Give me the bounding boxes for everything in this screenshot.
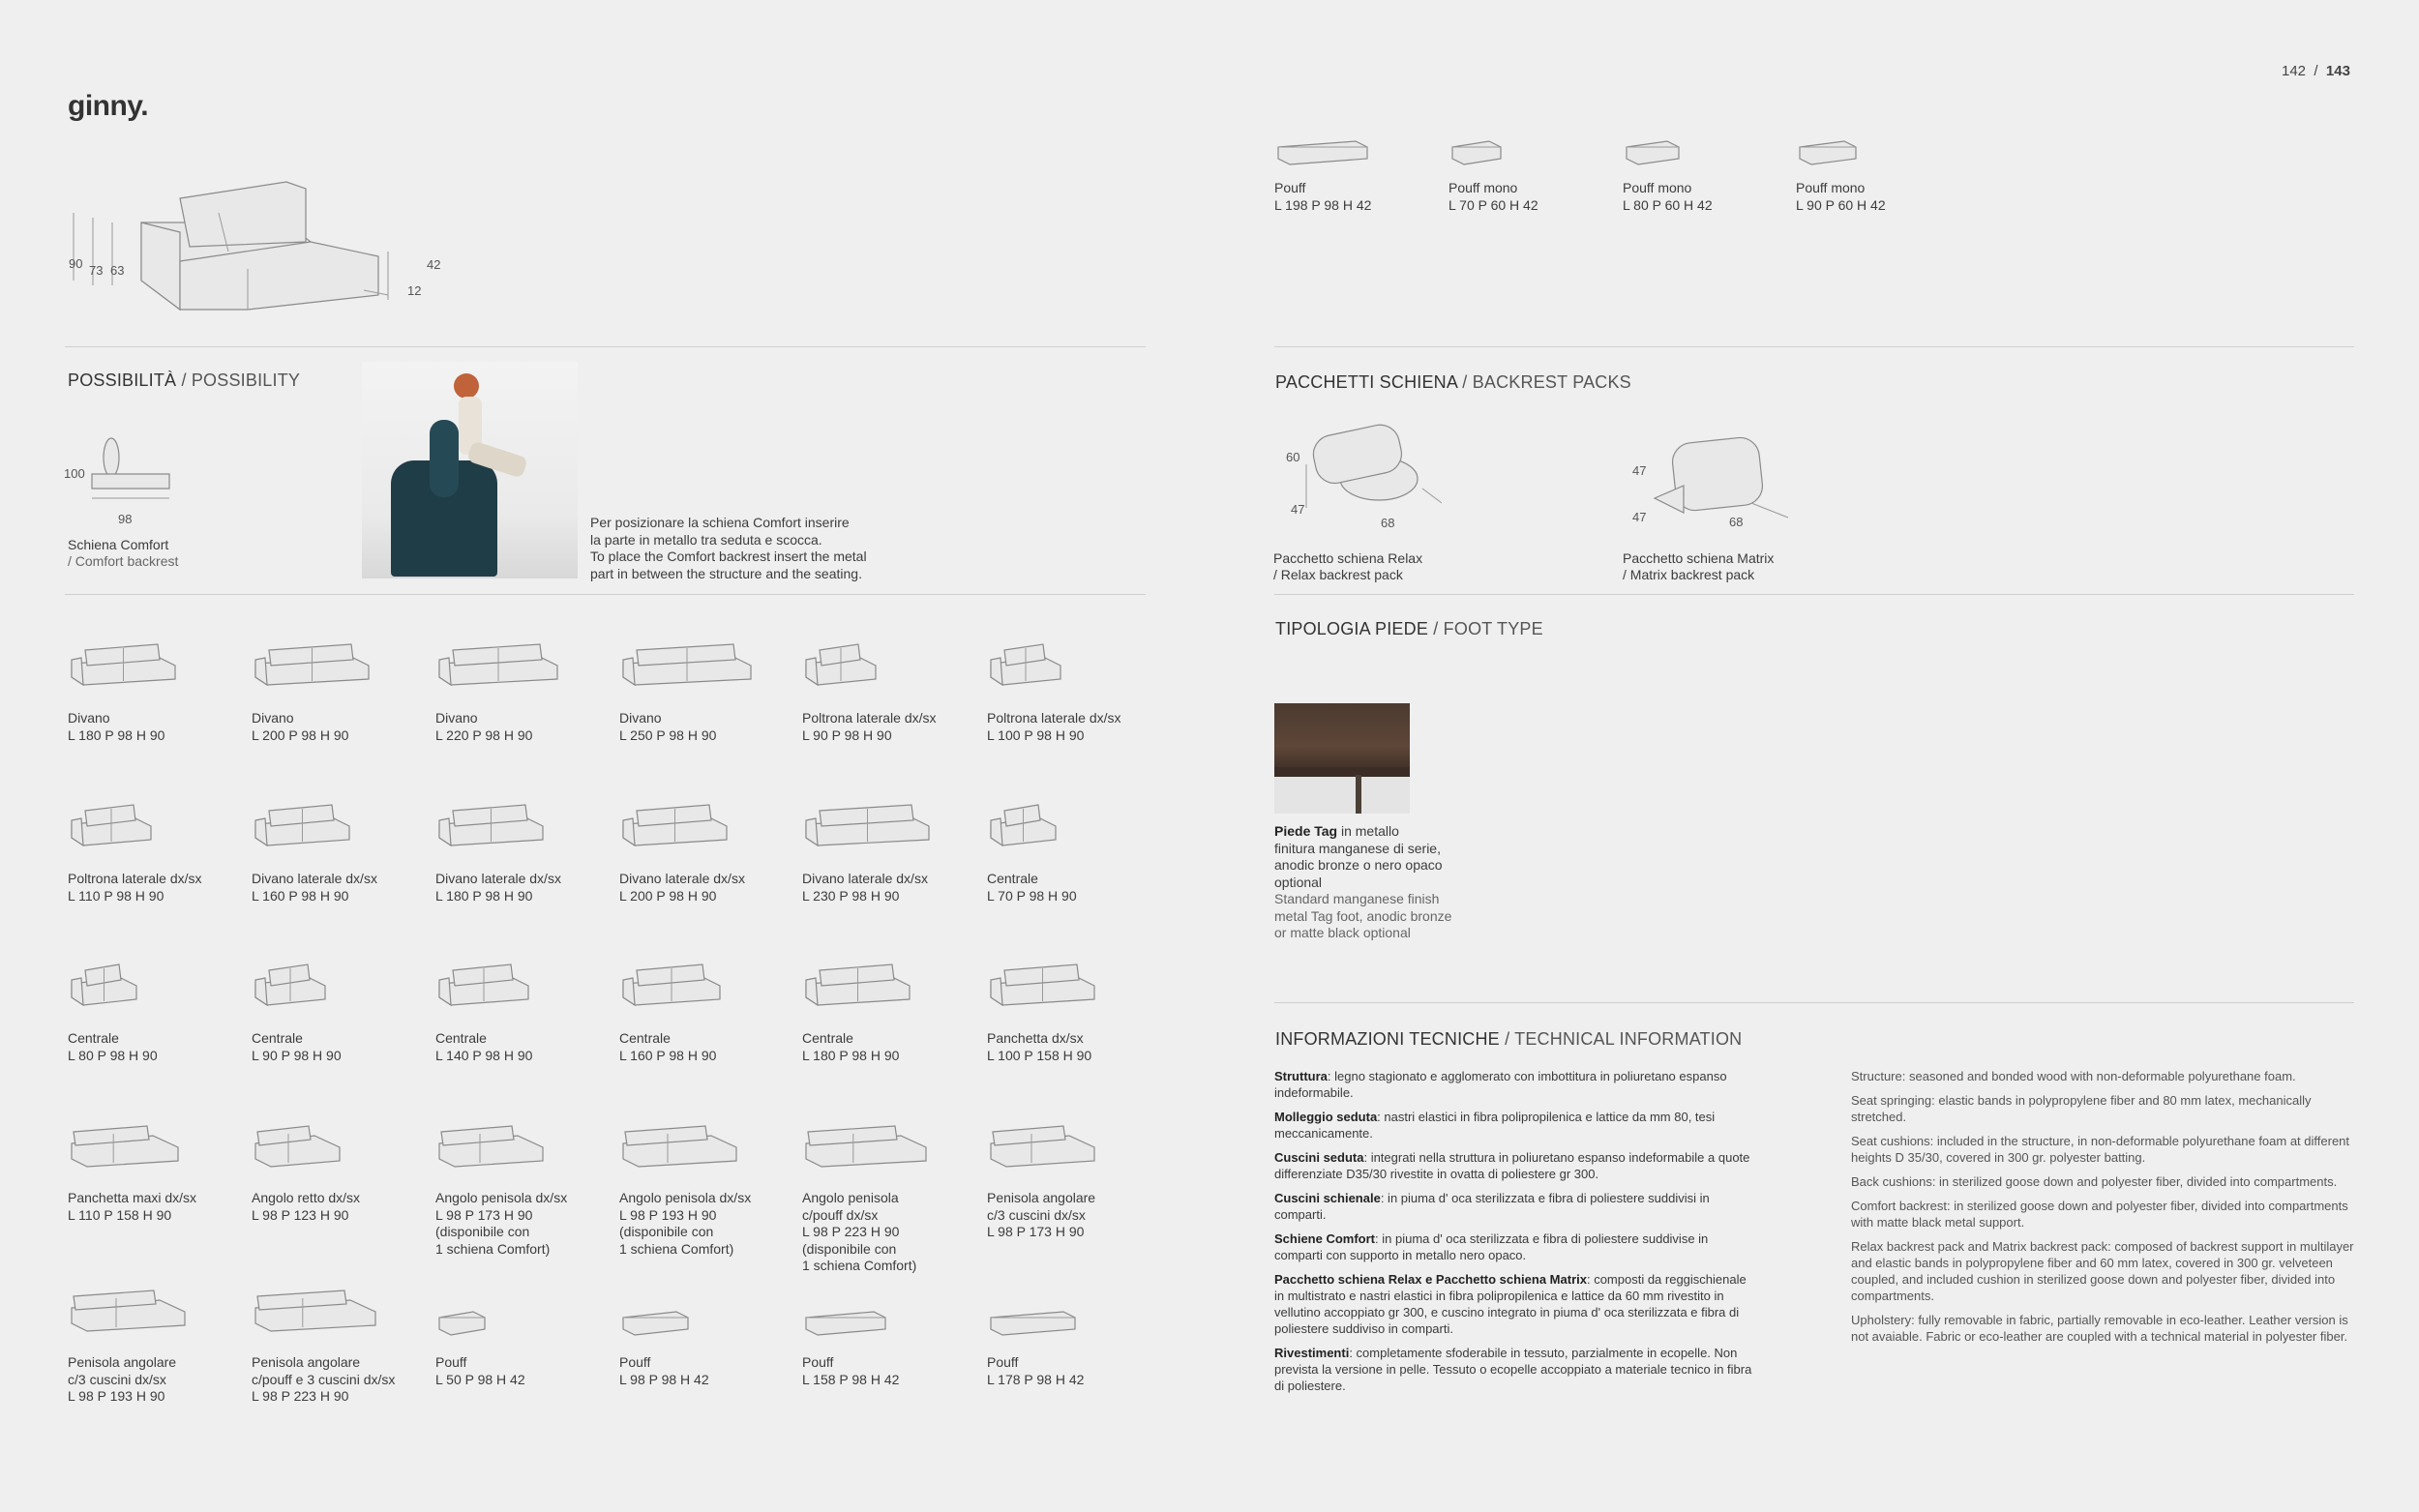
module-detail: L 180 P 98 H 90 — [802, 1047, 900, 1063]
module-name: Pouff — [802, 1354, 834, 1370]
possibility-label: Schiena Comfort / Comfort backrest — [68, 537, 179, 569]
module-drawing — [68, 1287, 189, 1340]
divider-right-1 — [1274, 346, 2354, 347]
module-drawing — [252, 963, 329, 1016]
module-label — [68, 871, 202, 904]
module-detail: L 98 P 193 H 90 — [68, 1388, 165, 1404]
matrix-dim-w: 68 — [1729, 515, 1744, 529]
module-name: Centrale — [435, 1030, 487, 1046]
module-detail: L 180 P 98 H 90 — [68, 726, 165, 743]
module-detail: 1 schiena Comfort) — [802, 1258, 917, 1273]
module-name: Divano — [68, 710, 110, 726]
pouf-drawing — [1274, 126, 1371, 179]
module-label — [802, 1354, 899, 1388]
module-label — [987, 1190, 1095, 1241]
module-name: Divano — [435, 710, 478, 726]
tech-info-english — [1851, 1068, 2354, 1352]
relax-dim-h: 60 — [1286, 450, 1300, 464]
module-drawing — [252, 1122, 343, 1175]
divider-left-1 — [65, 346, 1146, 347]
hero-dim-42: 42 — [427, 257, 441, 272]
tech-paragraph-en: Seat cushions: included in the structure, in non-deformable polyurethane foam at different heights D 35/30, covered in 300 gr. polyester batting. — [1851, 1134, 2350, 1165]
tech-paragraph-it: Pacchetto schiena Relax e Pacchetto schiena Matrix: composti da reggischienale in multistrato e nastri elastici in fibra polipropilenica e lattice da 60 mm rivestito in vellutino accoppiato gr 300, e cuscino integrato in piuma d' oca sterilizzata e fibra di poliestere suddiviso in comparti. — [1274, 1272, 1747, 1336]
module-drawing — [987, 1122, 1098, 1175]
module-name: Angolo retto dx/sx — [252, 1190, 361, 1205]
tech-paragraph-en: Structure: seasoned and bonded wood with non-deformable polyurethane foam. — [1851, 1069, 2296, 1083]
module-detail: L 110 P 98 H 90 — [68, 887, 164, 904]
pouf-drawing — [1448, 126, 1505, 179]
module-drawing — [252, 1287, 379, 1340]
foot-description: Piede Tag in metallo finitura manganese di serie, anodic bronze o nero opaco optional Standard manganese finish metal Tag foot, anodic bronze or matte black optional — [1274, 823, 1452, 940]
module-label — [252, 1354, 395, 1406]
module-detail: (disponibile con — [619, 1224, 714, 1239]
module-name: Panchetta maxi dx/sx — [68, 1190, 197, 1205]
hero-dim-73: 73 — [89, 263, 104, 278]
module-drawing — [435, 1296, 489, 1349]
module-drawing — [619, 803, 731, 856]
module-label — [802, 710, 937, 744]
module-drawing — [987, 803, 1060, 856]
module-label — [987, 1030, 1091, 1064]
tech-paragraph-it: Struttura: legno stagionato e agglomerato con imbottitura in poliuretano espanso indeformabile. — [1274, 1069, 1727, 1100]
module-drawing — [802, 963, 913, 1016]
matrix-label: Pacchetto schiena Matrix / Matrix backrest pack — [1623, 550, 1775, 582]
module-detail: L 90 P 98 H 90 — [252, 1047, 342, 1063]
module-name: Penisola angolare — [987, 1190, 1096, 1205]
module-detail: L 98 P 173 H 90 — [987, 1224, 1085, 1239]
module-label — [987, 871, 1077, 904]
module-drawing — [252, 803, 353, 856]
module-detail: L 90 P 98 H 90 — [802, 726, 892, 743]
module-drawing — [435, 642, 561, 696]
module-name: Pouff — [619, 1354, 651, 1370]
module-name: Angolo penisola — [802, 1190, 899, 1205]
module-detail: (disponibile con — [435, 1224, 530, 1239]
pouf-label — [1796, 180, 1886, 214]
tech-paragraph-en: Seat springing: elastic bands in polypropylene fiber and 80 mm latex, mechanically stretched. — [1851, 1093, 2312, 1124]
hero-dim-12: 12 — [407, 283, 422, 298]
module-drawing — [435, 1122, 547, 1175]
module-name: Angolo penisola dx/sx — [435, 1190, 568, 1205]
module-name: Centrale — [987, 871, 1038, 886]
module-drawing — [435, 803, 547, 856]
module-detail: L 110 P 158 H 90 — [68, 1206, 172, 1223]
module-label — [68, 710, 164, 744]
pouf-drawing — [1623, 126, 1683, 179]
module-label — [68, 1030, 158, 1064]
module-detail: L 140 P 98 H 90 — [435, 1047, 533, 1063]
module-name: Panchetta dx/sx — [987, 1030, 1084, 1046]
tech-title: INFORMAZIONI TECNICHE / TECHNICAL INFORMATION — [1275, 1029, 1743, 1049]
module-label — [252, 871, 377, 904]
pouf-detail: L 198 P 98 H 42 — [1274, 196, 1372, 213]
module-drawing — [987, 642, 1064, 696]
tech-paragraph-en: Relax backrest pack and Matrix backrest pack: composed of backrest support in multilayer and elastic bands in polypropylene fiber and 60 mm latex, covered in 300 gr. velveteen coupled, and included cushion in sterilized goose down and polyester fiber, divided into compartments. — [1851, 1239, 2354, 1303]
relax-backrest-drawing — [1297, 411, 1442, 527]
tech-paragraph-it: Cuscini schienale: in piuma d' oca sterilizzata e fibra di poliestere suddivisi in comparti. — [1274, 1191, 1710, 1222]
module-detail: L 220 P 98 H 90 — [435, 726, 533, 743]
module-detail: L 98 P 173 H 90 — [435, 1206, 533, 1223]
module-drawing — [68, 642, 179, 696]
module-drawing — [619, 1296, 692, 1349]
divider-right-2 — [1274, 594, 2354, 595]
module-name: Divano — [619, 710, 662, 726]
module-detail: c/3 cuscini dx/sx — [987, 1206, 1086, 1223]
module-name: Penisola angolare — [252, 1354, 361, 1370]
module-detail: L 158 P 98 H 42 — [802, 1371, 900, 1387]
module-label — [435, 1190, 567, 1258]
hero-sofa-drawing — [64, 174, 451, 329]
module-label — [435, 1030, 532, 1064]
module-label — [68, 1354, 176, 1406]
module-name: Divano laterale dx/sx — [435, 871, 561, 886]
possibility-title: POSSIBILITÀ / POSSIBILITY — [68, 371, 301, 390]
module-name: Divano laterale dx/sx — [619, 871, 745, 886]
module-drawing — [802, 1122, 930, 1175]
module-label — [435, 1354, 525, 1388]
module-drawing — [802, 1296, 889, 1349]
module-detail: L 80 P 98 H 90 — [68, 1047, 158, 1063]
module-label — [619, 710, 716, 744]
tech-paragraph-en: Comfort backrest: in sterilized goose down and polyester fiber, divided into compartments with matte black metal support. — [1851, 1199, 2348, 1230]
relax-dim-w: 68 — [1381, 516, 1395, 530]
module-label — [252, 1030, 342, 1064]
foot-title: TIPOLOGIA PIEDE / FOOT TYPE — [1275, 619, 1543, 638]
pouf-detail: L 70 P 60 H 42 — [1448, 196, 1538, 213]
module-detail: c/pouff dx/sx — [802, 1206, 879, 1223]
module-detail: L 98 P 98 H 42 — [619, 1371, 709, 1387]
module-name: Centrale — [802, 1030, 853, 1046]
pouf-detail: L 90 P 60 H 42 — [1796, 196, 1886, 213]
module-label — [435, 871, 561, 904]
module-detail: c/3 cuscini dx/sx — [68, 1371, 166, 1387]
module-label — [68, 1190, 196, 1224]
module-name: Divano laterale dx/sx — [252, 871, 377, 886]
module-detail: 1 schiena Comfort) — [619, 1240, 734, 1257]
module-drawing — [987, 963, 1098, 1016]
pouf-detail: L 80 P 60 H 42 — [1623, 196, 1713, 213]
module-name: Penisola angolare — [68, 1354, 177, 1370]
pouf-name: Pouff mono — [1796, 180, 1866, 195]
comfort-backrest-drawing — [87, 430, 184, 508]
module-label — [619, 871, 745, 904]
matrix-backrest-drawing — [1645, 426, 1790, 522]
module-label — [802, 871, 928, 904]
module-name: Divano laterale dx/sx — [802, 871, 928, 886]
module-detail: L 100 P 158 H 90 — [987, 1047, 1092, 1063]
pouf-drawing — [1796, 126, 1860, 179]
foot-name: Piede Tag — [1274, 823, 1338, 839]
pouf-label — [1274, 180, 1371, 214]
possibility-dim-h: 100 — [64, 466, 85, 481]
module-name: Divano — [252, 710, 294, 726]
tech-paragraph-en: Upholstery: fully removable in fabric, partially removable in eco-leather. Leather version is not avaiable. Fabric or eco-leather are coupled with a technical material in polyester fiber. — [1851, 1313, 2348, 1344]
module-drawing — [619, 642, 755, 696]
matrix-dim-h: 47 — [1632, 463, 1647, 478]
module-label — [435, 710, 532, 744]
module-name: Poltrona laterale dx/sx — [987, 710, 1121, 726]
pouf-label — [1448, 180, 1538, 214]
brand-logo: ginny. — [68, 90, 149, 122]
foot-photo — [1274, 703, 1410, 814]
module-detail: L 250 P 98 H 90 — [619, 726, 717, 743]
module-drawing — [68, 803, 155, 856]
tech-paragraph-it: Molleggio seduta: nastri elastici in fibra polipropilenica e lattice da mm 80, tesi meccanicamente. — [1274, 1110, 1716, 1141]
relax-dim-d: 47 — [1291, 502, 1305, 517]
hero-dim-90: 90 — [69, 256, 83, 271]
module-drawing — [802, 803, 933, 856]
matrix-dim-d: 47 — [1632, 510, 1647, 524]
pouf-name: Pouff mono — [1623, 180, 1692, 195]
module-label — [987, 710, 1121, 744]
module-name: Pouff — [987, 1354, 1019, 1370]
module-drawing — [68, 1122, 182, 1175]
module-drawing — [68, 963, 140, 1016]
module-detail: L 100 P 98 H 90 — [987, 726, 1085, 743]
module-drawing — [252, 642, 373, 696]
pouf-name: Pouff mono — [1448, 180, 1518, 195]
module-detail: L 98 P 223 H 90 — [252, 1388, 349, 1404]
module-detail: L 178 P 98 H 42 — [987, 1371, 1085, 1387]
module-name: Poltrona laterale dx/sx — [802, 710, 937, 726]
possibility-photo — [362, 362, 578, 578]
module-name: Angolo penisola dx/sx — [619, 1190, 752, 1205]
module-detail: L 160 P 98 H 90 — [252, 887, 349, 904]
module-label — [619, 1190, 751, 1258]
module-detail: L 70 P 98 H 90 — [987, 887, 1077, 904]
hero-dim-63: 63 — [110, 263, 125, 278]
module-detail: L 98 P 193 H 90 — [619, 1206, 717, 1223]
module-drawing — [987, 1296, 1079, 1349]
module-label — [252, 1190, 360, 1224]
pouf-label — [1623, 180, 1713, 214]
tech-paragraph-en: Back cushions: in sterilized goose down and polyester fiber, divided into compartments. — [1851, 1174, 2338, 1189]
module-name: Centrale — [619, 1030, 671, 1046]
module-label — [252, 710, 348, 744]
module-detail: L 160 P 98 H 90 — [619, 1047, 717, 1063]
tech-info-italian — [1274, 1068, 1758, 1402]
module-drawing — [619, 1122, 740, 1175]
module-name: Centrale — [252, 1030, 303, 1046]
page-numbers: 142 / 143 — [2282, 63, 2350, 79]
module-label — [802, 1030, 899, 1064]
module-detail: (disponibile con — [802, 1240, 897, 1257]
module-detail: L 200 P 98 H 90 — [619, 887, 717, 904]
backrest-title: PACCHETTI SCHIENA / BACKREST PACKS — [1275, 372, 1631, 392]
possibility-dim-w: 98 — [118, 512, 133, 526]
module-detail: c/pouff e 3 cuscini dx/sx — [252, 1371, 396, 1387]
tech-paragraph-it: Rivestimenti: completamente sfoderabile in tessuto, parzialmente in ecopelle. Non prevista la versione in pelle. Tessuto o ecopelle accoppiato a materiale tecnico in fibra di poliestere. — [1274, 1346, 1752, 1393]
module-detail: L 98 P 223 H 90 — [802, 1224, 900, 1239]
possibility-description: Per posizionare la schiena Comfort inserire la parte in metallo tra seduta e scocca. To place the Comfort backrest insert the metal part in between the structure and the seating. — [590, 515, 867, 581]
module-drawing — [802, 642, 880, 696]
pouf-name: Pouff — [1274, 180, 1306, 195]
module-detail: L 98 P 123 H 90 — [252, 1206, 349, 1223]
tech-paragraph-it: Schiene Comfort: in piuma d' oca sterilizzata e fibra di poliestere suddivise in comparti con supporto in metallo nero opaco. — [1274, 1231, 1709, 1262]
module-detail: L 230 P 98 H 90 — [802, 887, 900, 904]
divider-left-2 — [65, 594, 1146, 595]
module-label — [802, 1190, 916, 1275]
divider-right-3 — [1274, 1002, 2354, 1003]
relax-label: Pacchetto schiena Relax / Relax backrest pack — [1273, 550, 1423, 582]
module-detail: 1 schiena Comfort) — [435, 1240, 551, 1257]
module-name: Pouff — [435, 1354, 467, 1370]
module-drawing — [435, 963, 532, 1016]
module-drawing — [619, 963, 724, 1016]
module-detail: L 180 P 98 H 90 — [435, 887, 533, 904]
module-label — [987, 1354, 1084, 1388]
module-name: Centrale — [68, 1030, 119, 1046]
module-detail: L 200 P 98 H 90 — [252, 726, 349, 743]
module-label — [619, 1030, 716, 1064]
module-label — [619, 1354, 709, 1388]
module-detail: L 50 P 98 H 42 — [435, 1371, 525, 1387]
module-name: Poltrona laterale dx/sx — [68, 871, 202, 886]
tech-paragraph-it: Cuscini seduta: integrati nella struttura in poliuretano espanso indeformabile a quote differenziate D35/30 rivestite in ovatta di poliestere gr 300. — [1274, 1150, 1750, 1181]
